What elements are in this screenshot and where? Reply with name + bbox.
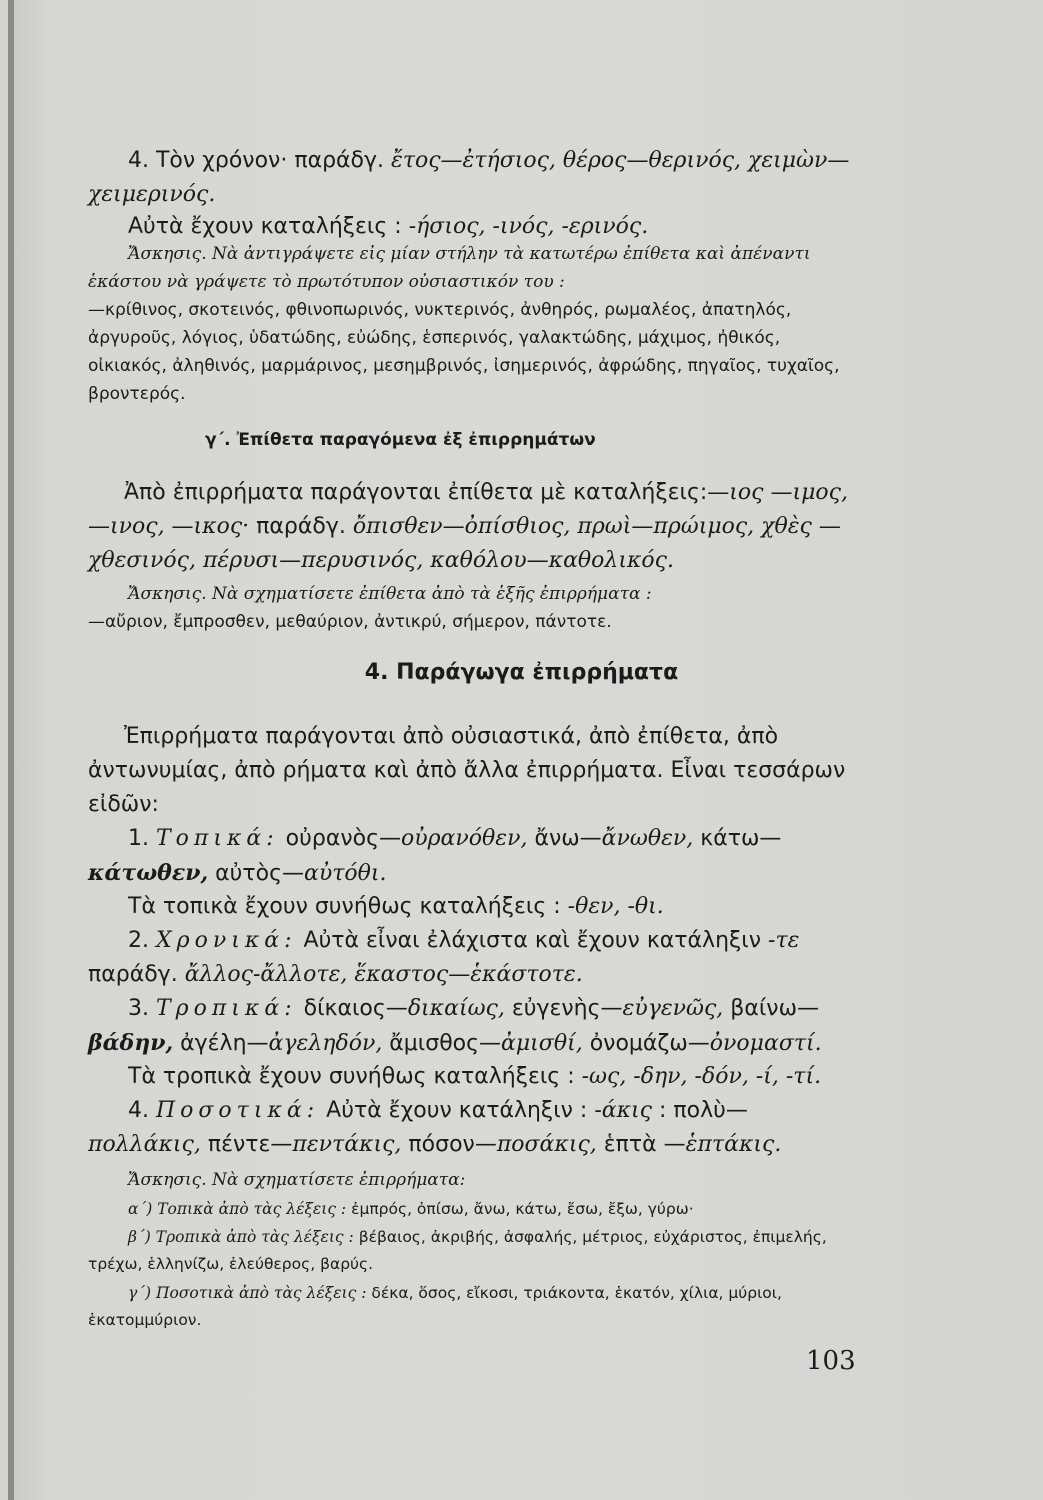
exercise-3-c-words: δέκα, ὅσος, εἴκοσι, τριάκοντα, ἑκατόν, χίλια, μύριοι, ἑκατομμύριον. [88, 1284, 782, 1329]
derived-word: αὐτόθι. [303, 861, 387, 886]
word: αὐτὸς— [208, 861, 304, 886]
subheading-gamma: γ΄. Ἐπίθετα παραγόμενα ἐξ ἐπιρρημάτων [205, 430, 596, 450]
item-label-topika: Τοπικά: [155, 826, 279, 851]
exercise-1-label: Ἄσκησις. [128, 244, 207, 264]
endings-lead: Τὰ τοπικὰ ἔχουν συνήθως καταλήξεις : [128, 894, 568, 919]
time-endings-line [88, 210, 860, 244]
item-text: Αὐτὰ εἶναι ἐλάχιστα καὶ ἔχουν κατάληξιν [296, 928, 769, 953]
exercise-3-c-label: γ΄) Ποσοτικὰ ἀπὸ τὰς λέξεις : [128, 1284, 367, 1302]
gamma-paragraph [88, 476, 860, 578]
exercise-3-b [88, 1224, 860, 1278]
examples: ἄλλος-ἄλλοτε, ἕκαστος—ἑκάστοτε. [184, 962, 583, 987]
exercise-2-label: Ἄσκησις. [128, 584, 207, 604]
exercise-2-instruction: Νὰ σχηματίσετε ἐπίθετα ἀπὸ τὰ ἑξῆς ἐπιρρήματα : [206, 584, 652, 604]
item-label-posotika: Ποσοτικά: [155, 1098, 320, 1123]
word: πέντε— [200, 1132, 293, 1157]
gamma-endings: —ιος —ιμος, —ινος, —ικος· [88, 480, 848, 539]
exercise-3-a-label: α΄) Τοπικὰ ἀπὸ τὰς λέξεις : [128, 1200, 347, 1218]
word: εὐγενὴς— [504, 996, 623, 1021]
exercise-3-instruction: Νὰ σχηματίσετε ἐπιρρήματα: [206, 1170, 466, 1190]
item-label-tropika: Τροπικά: [155, 996, 297, 1021]
gamma-examples: ὄπισθεν—ὀπίσθιος, πρωὶ—πρώιμος, χθὲς —χθεσινός, πέρυσι—περυσινός, καθόλου—καθολικός. [88, 514, 841, 573]
derived-word: ἑπτάκις. [685, 1132, 782, 1157]
endings-list: -ως, -δην, -δόν, -ί, -τί. [581, 1064, 822, 1089]
exercise-3-c [88, 1280, 860, 1334]
derived-word: ἀμισθί, [501, 1031, 583, 1056]
item-text: Αὐτὰ ἔχουν κατάληξιν : [319, 1098, 595, 1123]
endings-list: -ήσιος, -ινός, -ερινός. [408, 214, 649, 239]
ending: -άκις [594, 1098, 653, 1123]
word: ἀγέλη— [173, 1031, 269, 1056]
exercise-3-a [88, 1196, 860, 1223]
item-label-chronika: Χρονικά: [155, 928, 297, 953]
word: ὀνομάζω— [582, 1031, 710, 1056]
time-examples: ἔτος—ἐτήσιος, θέρος—θερινός, χειμὼν—χειμερινός. [88, 148, 850, 207]
item-tropika [88, 992, 860, 1061]
exercise-3-label: Ἄσκησις. [128, 1170, 207, 1190]
exercise-3-b-words: βέβαιος, ἀκριβής, ἀσφαλής, μέτριος, εὐχάριστος, ἐπιμελής, τρέχω, ἑλληνίζω, ἐλεύθερος, βαρύς. [88, 1228, 827, 1273]
word: ἑπτὰ — [596, 1132, 686, 1157]
item-chronika [88, 924, 860, 992]
endings-list: -θεν, -θι. [567, 894, 664, 919]
endings-lead: Αὐτὰ ἔχουν καταλήξεις : [128, 214, 409, 239]
page-spine-edge [8, 0, 14, 1500]
item-number: 3. [128, 996, 156, 1021]
derived-word: εὐγενῶς, [622, 996, 724, 1021]
item-number: 2. [128, 928, 156, 953]
item-number: 4. [128, 1098, 156, 1123]
word: : πολὺ— [652, 1098, 748, 1123]
derived-word: ἀγεληδόν, [268, 1031, 383, 1056]
adverbs-intro: Ἐπιρρήματα παράγονται ἀπὸ οὐσιαστικά, ἀπὸ ἐπίθετα, ἀπὸ ἀντωνυμίας, ἀπὸ ρήματα καὶ ἀπὸ ἄλλα ἐπιρρήματα. Εἶναι τεσσάρων εἰδῶν: [88, 724, 846, 817]
derived-word: ἄνωθεν, [601, 826, 694, 851]
derived-word: πεντάκις, [292, 1132, 402, 1157]
exercise-1-words: —κρίθινος, σκοτεινός, φθινοπωρινός, νυκτερινός, ἀνθηρός, ρωμαλέος, ἀπατηλός, ἀργυροῦς, λόγιος, ὑδατώδης, εὐώδης, ἑσπερινός, γαλακτώδης, μάχιμος, ἠθικός, οἰκιακός, ἀληθινός, μαρμάρινος, μεσημβρινός, ἰσημερινός, ἀφρώδης, πηγαῖος, τυχαῖος, βροντερός. [88, 300, 840, 404]
derived-word: πολλάκις, [88, 1132, 201, 1157]
section-heading-derived-adverbs: 4. Παράγωγα ἐπιρρήματα [364, 660, 679, 685]
tropika-endings [88, 1060, 860, 1094]
item-posotika [88, 1094, 860, 1162]
exercise-3-a-words: ἐμπρός, ὀπίσω, ἄνω, κάτω, ἔσω, ἔξω, γύρω· [346, 1200, 694, 1218]
word: βαίνω— [723, 996, 819, 1021]
exercise-1-instruction: Νὰ ἀντιγράψετε εἰς μίαν στήλην τὰ κατωτέρω ἐπίθετα καὶ ἀπέναντι ἑκάστου νὰ γράψετε τὸ πρωτότυπον οὐσιαστικόν του : [88, 244, 811, 292]
word: πόσον— [401, 1132, 497, 1157]
topika-endings [88, 890, 860, 924]
endings-lead: Τὰ τροπικὰ ἔχουν συνήθως καταλήξεις : [128, 1064, 582, 1089]
time-lead: 4. Τὸν χρόνον· παράδγ. [128, 148, 392, 173]
derived-word: ποσάκις, [496, 1132, 597, 1157]
gamma-example-label: παράδγ. [249, 514, 353, 539]
item-topika [88, 822, 860, 891]
exercise-3-b-label: β΄) Τροπικὰ ἀπὸ τὰς λέξεις : [128, 1228, 354, 1246]
derived-word: βάδην, [88, 1030, 174, 1056]
exercise-1 [88, 240, 860, 408]
derived-word: δικαίως, [407, 996, 505, 1021]
item-number: 1. [128, 826, 156, 851]
example-label: παράδγ. [88, 962, 185, 987]
gamma-lead: Ἀπὸ ἐπιρρήματα παράγονται ἐπίθετα μὲ καταλήξεις: [124, 480, 708, 505]
derived-word: ὀνομαστί. [709, 1031, 822, 1056]
derived-word: κάτωθεν, [88, 860, 209, 886]
time-adjectives-paragraph [88, 144, 860, 212]
page-number: 103 [806, 1346, 856, 1376]
exercise-2 [88, 580, 860, 636]
word: ἄνω— [527, 826, 602, 851]
word: δίκαιος— [296, 996, 408, 1021]
word: ἄμισθος— [382, 1031, 502, 1056]
ending: -τε [768, 928, 800, 953]
derived-word: οὐρανόθεν, [401, 826, 528, 851]
exercise-3 [88, 1166, 860, 1194]
exercise-2-words: —αὔριον, ἔμπροσθεν, μεθαύριον, ἀντικρύ, σήμερον, πάντοτε. [88, 612, 612, 632]
word: κάτω— [693, 826, 782, 851]
word: οὐρανὸς— [278, 826, 401, 851]
